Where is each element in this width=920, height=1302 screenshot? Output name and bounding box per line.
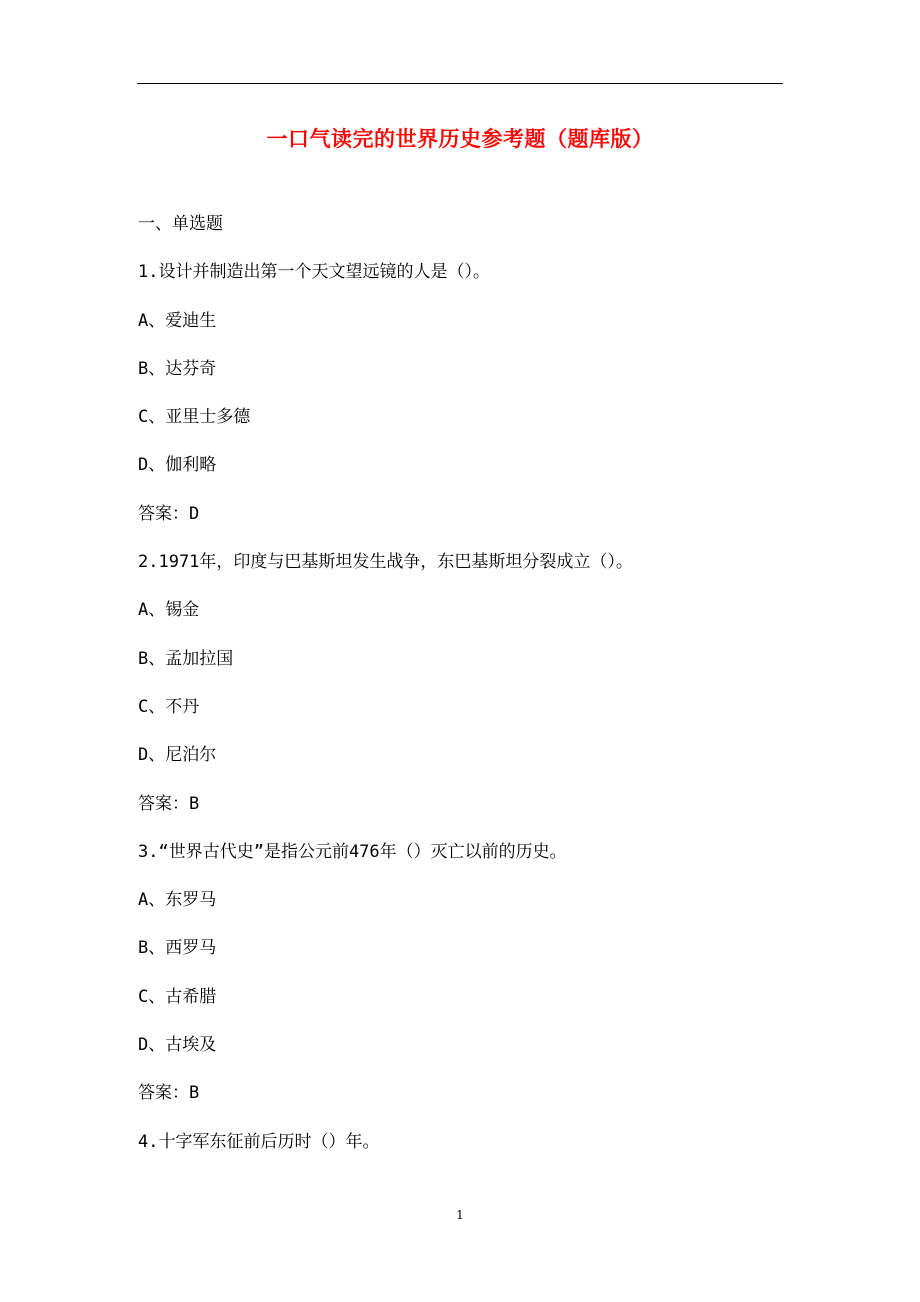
header-rule bbox=[137, 83, 783, 84]
answer-line: 答案：D bbox=[138, 503, 200, 524]
page-number: 1 bbox=[456, 1208, 464, 1222]
option-a: A、爱迪生 bbox=[138, 310, 217, 331]
answer-line: 答案：B bbox=[138, 793, 200, 814]
question-stem: 2.1971年，印度与巴基斯坦发生战争，东巴基斯坦分裂成立（）。 bbox=[138, 552, 633, 573]
option-d: D、伽利略 bbox=[138, 455, 217, 476]
document-title: 一口气读完的世界历史参考题（题库版） bbox=[266, 127, 654, 151]
option-c: C、古希腊 bbox=[138, 986, 217, 1007]
question-stem: 3.“世界古代史”是指公元前476年（）灭亡以前的历史。 bbox=[138, 841, 567, 862]
option-b: B、达芬奇 bbox=[138, 358, 217, 379]
option-c: C、亚里士多德 bbox=[138, 407, 251, 428]
option-d: D、古埃及 bbox=[138, 1035, 217, 1056]
option-a: A、东罗马 bbox=[138, 890, 217, 911]
option-b: B、西罗马 bbox=[138, 938, 217, 959]
option-b: B、孟加拉国 bbox=[138, 648, 234, 669]
section-heading: 一、单选题 bbox=[138, 214, 223, 234]
question-stem: 1.设计并制造出第一个天文望远镜的人是（）。 bbox=[138, 262, 490, 283]
document-body bbox=[138, 206, 778, 1172]
option-a: A、锡金 bbox=[138, 600, 200, 621]
answer-line: 答案：B bbox=[138, 1083, 200, 1104]
question-stem: 4.十字军东征前后历时（）年。 bbox=[138, 1131, 380, 1152]
option-c: C、不丹 bbox=[138, 696, 200, 717]
option-d: D、尼泊尔 bbox=[138, 745, 217, 766]
